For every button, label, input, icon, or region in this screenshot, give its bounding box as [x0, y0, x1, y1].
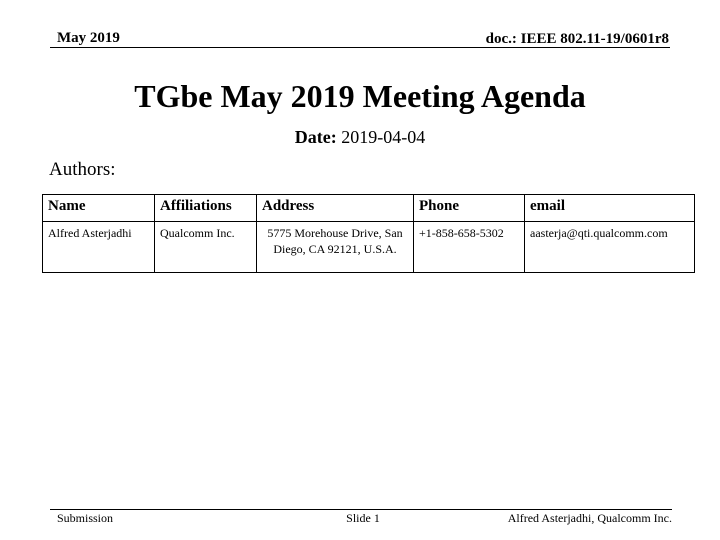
column-header-email: email: [525, 195, 695, 222]
footer-author: Alfred Asterjadhi, Qualcomm Inc.: [507, 511, 672, 525]
footer-submission: Submission: [57, 511, 114, 525]
date-value: 2019-04-04: [341, 127, 426, 147]
authors-label: Authors:: [49, 159, 116, 180]
header-date: May 2019: [57, 30, 120, 46]
author-affiliation-cell: Qualcomm Inc.: [155, 222, 257, 273]
column-header-phone: Phone: [414, 195, 525, 222]
author-email-cell: aasterja@qti.qualcomm.com: [525, 222, 695, 273]
header-doc-id: doc.: IEEE 802.11-19/0601r8: [485, 31, 669, 47]
footer-divider: [50, 509, 672, 510]
column-header-name: Name: [43, 195, 155, 222]
column-header-address: Address: [257, 195, 414, 222]
author-phone-cell: +1-858-658-5302: [414, 222, 525, 273]
author-name-cell: Alfred Asterjadhi: [43, 222, 155, 273]
date-line: [0, 127, 720, 148]
author-address-cell: 5775 Morehouse Drive, San Diego, CA 92121, U.S.A.: [257, 222, 414, 273]
table-header-row: [43, 195, 695, 222]
column-header-affiliations: Affiliations: [155, 195, 257, 222]
slide-title: TGbe May 2019 Meeting Agenda: [134, 78, 586, 114]
header-divider: [50, 47, 670, 48]
table-row: [43, 222, 695, 273]
authors-table: [42, 194, 695, 273]
footer-slide-number: Slide 1: [346, 511, 380, 525]
date-label: Date:: [294, 127, 337, 147]
